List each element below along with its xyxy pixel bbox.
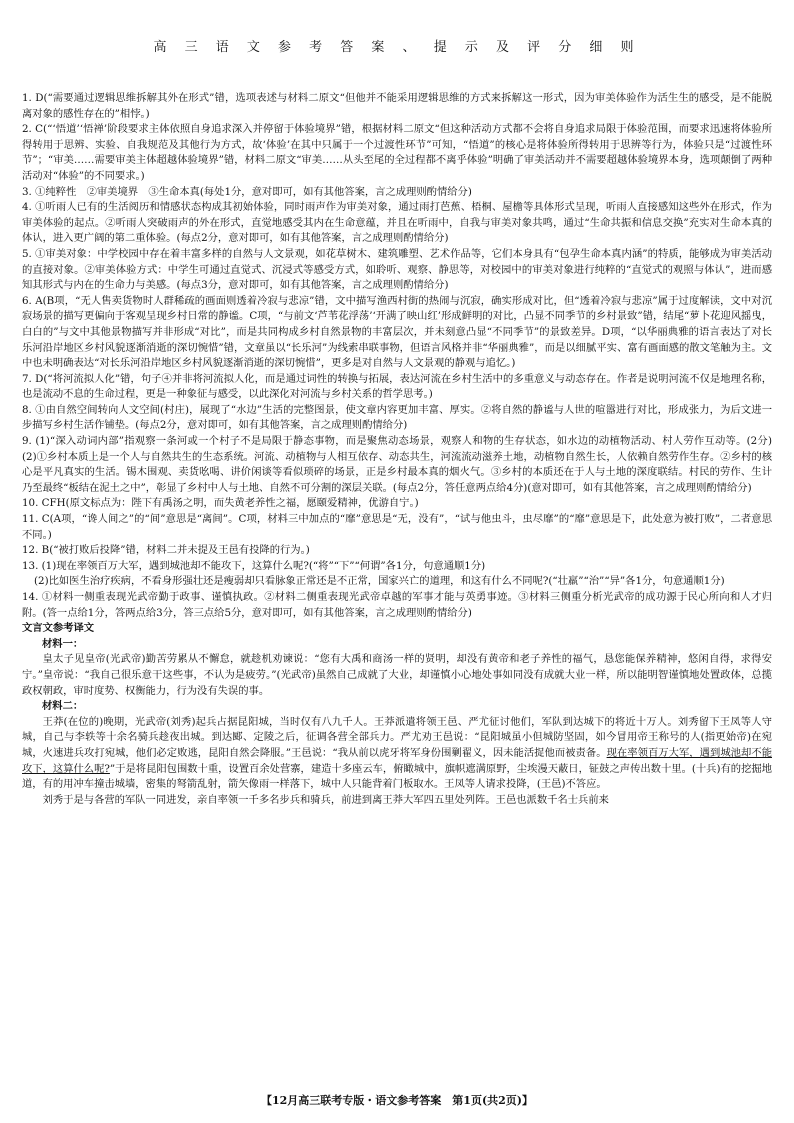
reference-heading: 文言文参考译文 [22, 622, 95, 635]
answer-item-9: 9. (1)“深入动词内部”指观察一条河或一个村子不是局限于静态事物，而是聚焦动态场景，观察人和物的生存状态，如水边的动植物活动、村人劳作互动等。(2分)(2)①乡村本质上是一个人与自然共生的生态系统。河流、动植物与人相互依存、动态共生，河流流动滋养土地，动植物自然生长，人依赖自然劳作生存。②乡村的核心是平凡真实的生活。锡木围观、卖货吆喝、讲价闲谈等看似琐碎的场景，正是乡村最本真的烟火气。③乡村的本质还在于人与土地的深度联结。村民的劳作、生计乃至最终“板结在泥土之中”，彰显了乡村中人与土地、自然不可分割的深层关联。(每点2分，答任意两点给4分)(意对即可，如有其他答案，言之成理则酌情给分) [22, 435, 772, 494]
answer-item-2: 2. C(“‘悟道’‘悟禅’阶段要求主体依照自身追求深入并停留于体验境界”错，根据材料二原文“但这种活动方式都不会将自身追求局限于体验范围，而要求迅速将体验所得转用于思辨、实验、自我规范及其他行为方式，故‘体验’在其中只属于一个过渡性环节”可知，“悟道”的核心是将体验所得转用于思辨等行为，体验只是“过渡性环节”；“审美……需要审美主体超越体验境界”错，材料二原文“审美……从头至尾的全过程都不离乎体验”明确了审美活动并不需要超越体验境界本身，选项颠倒了两种活动对“体验”的不同要求。) [22, 123, 772, 182]
answer-item-13-1: 13. (1)现在率领百万大军，遇到城池却不能攻下，这算什么呢?(“将”“下”“何谓”各1分，句意通顺1分) [22, 559, 486, 572]
page-title: 高 三 语 文 参 考 答 案 、 提 示 及 评 分 细 则 [153, 40, 641, 55]
material-2-text-after: ”于是将昆阳包围数十重，设置百余处营寨，建造十多座云车，俯瞰城中，旗帜遮满原野，尘埃漫天蔽日，钲鼓之声传出数十里。(十兵)有的挖掘地道，有的用冲车撞击城墙，密集的弩箭乱射，箭矢像雨一样落下，城中人只能背着门板取水。王凤等人请求投降，(王邑)不答应。 [22, 762, 772, 791]
answer-item-7: 7. D(“将河流拟人化”错，句子④并非将河流拟人化，而是通过词性的转换与拓展，表达河流在乡村生活中的多重意义与动态存在。作者是说明河流不仅是地理名称，也是流动不息的生命过程，更是一种象征与感受，以此深化对河流与乡村关系的哲学思考。) [22, 372, 772, 401]
answer-item-11: 11. C(A项，“谗人间之”的“间”意思是“离间”。C项，材料三中加点的“靡”意思是“无，没有”，“试与他虫斗，虫尽靡”的“靡”意思是下，此处意为被打败”，二者意思不同。) [22, 513, 772, 541]
page-footer: 【12月高三联考专版・语文参考答案 第1页(共2页)】 [260, 1094, 534, 1107]
answer-list [22, 91, 772, 808]
answer-item-5: 5. ①审美对象：中学校园中存在着丰富多样的自然与人文景观，如花草树木、建筑雕塑、艺术作品等，它们本身具有“包孕生命本真内涵”的特质，能够成为审美活动的直接对象。②审美体验方式：中学生可通过直觉式、沉浸式等感受方式，如聆听、观察、静思等，对校园中的审美对象进行纯粹的“直觉式的观照与体认”，进而感知其形式与内在的生命力与美感。(每点3分，意对即可，如有其他答案，言之成理则酌情给分) [22, 247, 772, 292]
material-2-label: 材料二： [42, 700, 84, 713]
answer-item-12: 12. B(“被打败后投降”错，材料二并未提及王邑有投降的行为。) [22, 544, 310, 557]
answer-item-3: 3. ①纯粹性 ②审美境界 ③生命本真(每处1分，意对即可，如有其他答案，言之成理则酌情给分) [22, 185, 472, 198]
material-1-label: 材料一： [42, 637, 84, 650]
answer-item-14: 14. ①材料一侧重表现光武帝勤于政事、谨慎执政。②材料二侧重表现光武帝卓越的军事才能与英勇事迹。③材料三侧重分析光武帝的成功源于民心所向和人才归附。(答一点给1分，答两点给3分，答三点给5分，意对即可，如有其他答案，言之成理则酌情给分) [22, 591, 772, 619]
answer-item-6: 6. A(B项，“无人售卖货物时人群稀疏的画面则透着冷寂与悲凉”错，文中描写渔西村街的热闹与沉寂，确实形成对比，但“透着冷寂与悲凉”属于过度解读，文中对沉寂场景的描写更偏向于客观呈现乡村日常的静谧。C项，“与前文‘芦苇花浮荡’‘开满了映山红’形成鲜明的对比，凸显不同季节的乡村景致”错，结尾“萝卜花迎风摇曳，白白的”与文中其他景物描写并非形成“对比”，而是共同构成乡村自然景物的丰富层次，并未刻意凸显“不同季节”的景致差异。D项，“以华丽典雅的语言表达了对长乐河沿岸地区乡村风貌逐渐消逝的深切惋惜”错，文章虽以“长乐河”为线索串联事物，但语言风格并非“华丽典雅”，而是以细腻平实、富有画面感的散文笔触为主。文中也未明确表达“对长乐河沿岸地区乡村风貌逐渐消逝的深切惋惜”，更多是对自然与人文景观的静观与追忆。) [22, 294, 772, 370]
material-2-text-before: 王莽(在位的)晚期，光武帝(刘秀)起兵占据昆阳城，当时仅有八九千人。王莽派遣将领王邑、严尤征讨他们，军队到达城下的将近十万人。刘秀留下王凤等人守城，自己与李轶等十余名骑兵趁夜出城。到达郾、定陵之后，征调各营全部兵力。严尤劝王邑说：“昆阳城虽小但城防坚固，如今冒用帝王称号的人(指更始帝)在宛城，火速进兵攻打宛城，他们必定败逃，昆阳自然会降服。”王邑说：“我从前以虎牙将军身份围剿翟义，因未能活捉他而被责备。 [22, 715, 772, 759]
answer-item-8: 8. ①由自然空间转向人文空间(村庄)，展现了“水边”生活的完整图景，使文章内容更加丰富、厚实。②将自然的静谧与人世的喧嚣进行对比，形成张力，为后文进一步描写乡村生活作铺垫。(每点2分，意对即可，如有其他答案，言之成理则酌情给分) [22, 403, 772, 432]
material-2-text [22, 715, 772, 793]
answer-item-1: 1. D(“需要通过逻辑思维拆解其外在形式”错，选项表述与材料二原文“但他并不能采用逻辑思维的方式来拆解这一形式，因为审美体验作为活生生的感受，是不能脱离对象的感性存在的”相悖。) [22, 92, 772, 120]
material-2-last-paragraph: 刘秀于是与各营的军队一同进发，亲自率领一千多名步兵和骑兵，前进到离王莽大军四五里处列阵。王邑也派数千名士兵前来 [42, 793, 609, 806]
material-2-underlined-sentence: 现在率领百万大军，遇到城池却不能攻下，这算什么呢? [22, 746, 772, 775]
material-1-text: 皇太子见皇帝(光武帝)勤苦劳累从不懈怠，就趁机劝谏说：“您有大禹和商汤一样的贤明，却没有黄帝和老子养性的福气，恳您能保养精神，悠闲自得，求得安宁。”皇帝说：“我自己很乐意干这些事，不认为是疲劳。”(光武帝)虽然自己成就了大业，却谨慎小心地处事如同没有成就大业一样，所以能明智谨慎地处置政体，总揽政权朝政，审时度势、权衡能力，行为没有失误的事。 [22, 653, 772, 697]
answer-item-13-2: (2)比如医生治疗疾病，不看身形强壮还是瘦弱却只看脉象正常还是不正常，国家兴亡的道理，和这有什么不同呢?(“壮羸”“治”“异”各1分，句意通顺1分) [34, 575, 725, 588]
answer-item-10: 10. CFH(原文标点为：陛下有禹汤之明，而失黄老养性之福，愿颐爱精神，优游自宁。) [22, 497, 419, 510]
answer-item-4: 4. ①听雨人已有的生活阅历和情感状态构成其初始体验，同时雨声作为审美对象，通过雨打芭蕉、梧桐、屋檐等具体形式呈现，听雨人直接感知这些外在形式，作为审美体验的起点。②听雨人突破雨声的外在形式，直觉地感受其内在生命意蕴，并且在听雨中，自我与审美对象共鸣，通过“生命共振和信息交换”充实对生命本真的体认，进入更广阔的第二重体验。(每点2分，意对即可，如有其他答案，言之成理则酌情给分) [22, 201, 772, 245]
